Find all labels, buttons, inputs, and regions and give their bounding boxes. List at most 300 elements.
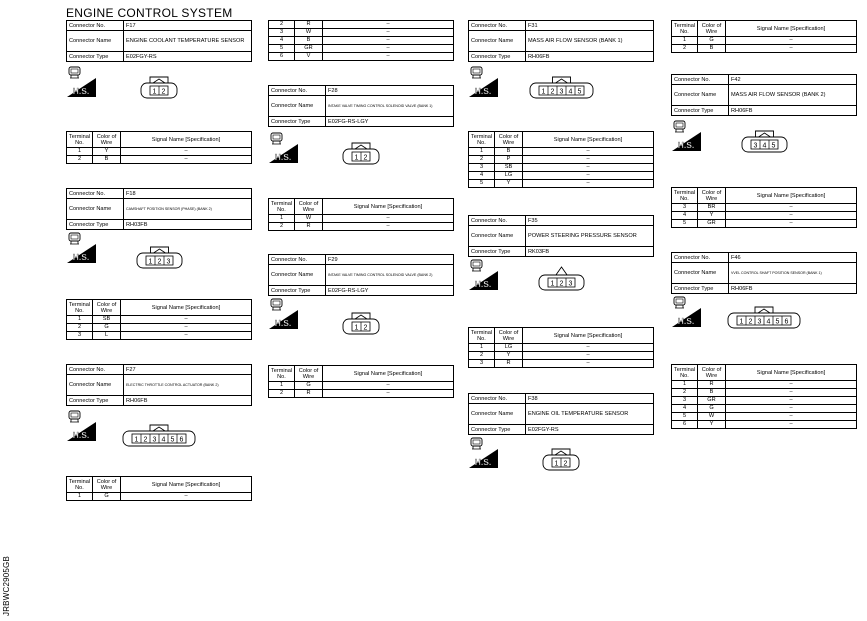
pin-number: 2 — [363, 324, 368, 332]
table-row — [269, 45, 454, 53]
connector-face-drawing — [527, 74, 596, 102]
terminal-no: 3 — [672, 397, 698, 405]
terminal-table-header — [672, 188, 857, 204]
connector-name-value: ELECTRIC THROTTLE CONTROL ACTUATOR (BANK 2) — [124, 375, 252, 396]
signal-name: – — [523, 164, 654, 172]
table-row — [269, 215, 454, 223]
terminal-no: 2 — [469, 352, 495, 360]
connector-no-value: F38 — [526, 394, 654, 404]
connector-info-table — [66, 20, 252, 62]
connector-no-label: Connector No. — [67, 189, 124, 199]
connector-side-icon — [271, 133, 282, 144]
hs-label: H.S. — [274, 318, 292, 328]
terminal-no: 2 — [269, 21, 295, 29]
terminal-no-header: Terminal No. — [672, 21, 698, 37]
hs-label: H.S. — [72, 86, 90, 96]
terminal-table-header — [67, 300, 252, 316]
connector-side-icon — [271, 299, 282, 310]
connector-type-value: RH06FB — [526, 52, 654, 62]
connector-no-label: Connector No. — [469, 21, 526, 31]
pin-number: 1 — [554, 460, 559, 468]
pin-number: 2 — [550, 88, 554, 96]
pin-number: 2 — [563, 460, 568, 468]
terminal-no: 4 — [672, 405, 698, 413]
terminal-no: 1 — [269, 382, 295, 390]
signal-name: – — [726, 381, 857, 389]
connector-face-drawing — [134, 244, 185, 272]
connector-face-drawing — [536, 266, 587, 294]
signal-name: – — [726, 212, 857, 220]
connector-no-label: Connector No. — [672, 253, 729, 263]
connector-name-label: Connector Name — [469, 226, 526, 247]
table-row — [269, 37, 454, 45]
terminal-no: 2 — [67, 156, 93, 164]
harness-side-badge — [469, 437, 499, 469]
terminal-table — [268, 20, 454, 61]
terminal-table-header — [269, 366, 454, 382]
connector-side-icon — [674, 297, 685, 308]
signal-name: – — [726, 45, 857, 53]
pin-number: 3 — [757, 318, 762, 326]
signal-name-header: Signal Name [Specification] — [726, 21, 857, 37]
signal-name: – — [523, 156, 654, 164]
connector-no-label: Connector No. — [672, 75, 729, 85]
connector-side-icon — [471, 438, 482, 449]
terminal-no: 1 — [269, 215, 295, 223]
wire-color-header: Color of Wire — [698, 21, 726, 37]
wire-color: SB — [93, 316, 121, 324]
table-row — [67, 324, 252, 332]
table-row — [67, 332, 252, 340]
connector-face-drawing — [739, 128, 790, 156]
terminal-table-header — [469, 328, 654, 344]
signal-name: – — [121, 156, 252, 164]
connector-side-icon — [69, 67, 80, 78]
terminal-no-header: Terminal No. — [672, 365, 698, 381]
signal-name-header: Signal Name [Specification] — [323, 199, 454, 215]
wire-color: B — [698, 389, 726, 397]
signal-name: – — [523, 344, 654, 352]
table-row — [469, 172, 654, 180]
hs-label: H.S. — [474, 279, 492, 289]
terminal-table — [268, 198, 454, 231]
connector-info-table — [468, 393, 654, 435]
hs-label: H.S. — [677, 140, 695, 150]
wire-color: GR — [698, 397, 726, 405]
connector-type-value: E02FG-RS-LGY — [326, 286, 454, 296]
wire-color-header: Color of Wire — [698, 365, 726, 381]
terminal-no: 1 — [67, 148, 93, 156]
wire-color: B — [698, 45, 726, 53]
signal-name: – — [323, 53, 454, 61]
pin-number: 1 — [541, 88, 545, 96]
harness-side-badge — [269, 298, 299, 330]
connector-side-icon — [69, 411, 80, 422]
wire-color: GR — [295, 45, 323, 53]
signal-name: – — [726, 421, 857, 429]
table-row — [67, 156, 252, 164]
connector-type-value: RH03FB — [124, 220, 252, 230]
connector-name-value: POWER STEERING PRESSURE SENSOR — [526, 226, 654, 247]
terminal-table — [66, 476, 252, 501]
connector-type-value: E02FGY-RS — [124, 52, 252, 62]
terminal-no: 3 — [469, 164, 495, 172]
connector-side-icon — [674, 121, 685, 132]
signal-name: – — [323, 29, 454, 37]
connector-no-value: F27 — [124, 365, 252, 375]
connector-no-value: F18 — [124, 189, 252, 199]
connector-type-label: Connector Type — [269, 117, 326, 127]
signal-name: – — [726, 220, 857, 228]
signal-name: – — [523, 180, 654, 188]
table-row — [469, 180, 654, 188]
wire-color-header: Color of Wire — [93, 132, 121, 148]
table-row — [269, 223, 454, 231]
table-row — [269, 29, 454, 37]
signal-name: – — [323, 45, 454, 53]
pin-number: 5 — [577, 88, 581, 96]
terminal-table-header — [469, 132, 654, 148]
connector-name-value: CAMSHAFT POSITION SENSOR (PHASE) (BANK 2) — [124, 199, 252, 220]
connector-name-label: Connector Name — [269, 96, 326, 117]
hs-label: H.S. — [474, 457, 492, 467]
terminal-no-header: Terminal No. — [672, 188, 698, 204]
pin-number: 5 — [775, 318, 780, 326]
terminal-table-header — [67, 132, 252, 148]
connector-no-label: Connector No. — [469, 216, 526, 226]
pin-number: 6 — [784, 318, 789, 326]
signal-name-header: Signal Name [Specification] — [726, 365, 857, 381]
connector-face-drawing — [340, 140, 382, 168]
table-row — [672, 381, 857, 389]
wire-color: BR — [698, 204, 726, 212]
terminal-no: 5 — [672, 413, 698, 421]
table-row — [672, 421, 857, 429]
connector-side-icon — [471, 260, 482, 271]
wire-color: R — [698, 381, 726, 389]
terminal-no: 2 — [67, 324, 93, 332]
connector-type-value: E02FGY-RS — [526, 425, 654, 435]
signal-name: – — [726, 397, 857, 405]
connector-type-label: Connector Type — [469, 52, 526, 62]
connector-name-label: Connector Name — [469, 31, 526, 52]
wire-color: GR — [698, 220, 726, 228]
connector-name-value: VVEL CONTROL SHAFT POSITION SENSOR (BANK 1) — [729, 263, 857, 284]
terminal-no: 1 — [67, 316, 93, 324]
connector-face-drawing — [540, 446, 582, 474]
connector-type-label: Connector Type — [672, 106, 729, 116]
connector-type-label: Connector Type — [469, 247, 526, 257]
pin-number: 2 — [559, 280, 563, 288]
wire-color: W — [295, 29, 323, 37]
pin-number: 2 — [143, 436, 148, 444]
harness-side-badge — [67, 410, 97, 442]
connector-type-value: E02FG-RS-LGY — [326, 117, 454, 127]
connector-name-label: Connector Name — [67, 31, 124, 52]
table-row — [469, 148, 654, 156]
connector-type-label: Connector Type — [672, 284, 729, 294]
signal-name: – — [323, 223, 454, 231]
harness-side-badge — [67, 66, 97, 98]
signal-name: – — [523, 360, 654, 368]
signal-name: – — [726, 413, 857, 421]
pin-number: 2 — [161, 88, 166, 96]
connector-no-value: F42 — [729, 75, 857, 85]
connector-no-value: F35 — [526, 216, 654, 226]
connector-name-value: ENGINE COOLANT TEMPERATURE SENSOR — [124, 31, 252, 52]
terminal-no-header: Terminal No. — [469, 132, 495, 148]
terminal-no: 3 — [67, 332, 93, 340]
signal-name: – — [323, 382, 454, 390]
wire-color: G — [295, 382, 323, 390]
connector-no-value: F46 — [729, 253, 857, 263]
signal-name: – — [323, 21, 454, 29]
wire-color: Y — [698, 212, 726, 220]
signal-name: – — [121, 316, 252, 324]
terminal-no: 5 — [269, 45, 295, 53]
wire-color-header: Color of Wire — [93, 300, 121, 316]
wire-color-header: Color of Wire — [295, 199, 323, 215]
table-row — [672, 389, 857, 397]
table-row — [67, 493, 252, 501]
terminal-no: 4 — [469, 172, 495, 180]
connector-no-value: F17 — [124, 21, 252, 31]
signal-name: – — [121, 148, 252, 156]
wire-color-header: Color of Wire — [698, 188, 726, 204]
signal-name-header: Signal Name [Specification] — [121, 132, 252, 148]
pin-number: 1 — [354, 324, 359, 332]
pin-number: 4 — [762, 142, 766, 150]
wire-color: R — [295, 21, 323, 29]
wire-color: R — [295, 223, 323, 231]
terminal-no-header: Terminal No. — [269, 366, 295, 382]
pin-number: 6 — [179, 436, 184, 444]
terminal-no: 3 — [269, 29, 295, 37]
wire-color: B — [295, 37, 323, 45]
signal-name: – — [726, 204, 857, 212]
connector-type-label: Connector Type — [67, 220, 124, 230]
wire-color: LG — [495, 172, 523, 180]
table-row — [269, 21, 454, 29]
pin-number: 1 — [354, 154, 359, 162]
wire-color: Y — [93, 148, 121, 156]
table-row — [67, 148, 252, 156]
hs-label: H.S. — [677, 316, 695, 326]
terminal-no: 2 — [672, 389, 698, 397]
table-row — [672, 405, 857, 413]
terminal-no: 6 — [269, 53, 295, 61]
terminal-no: 2 — [269, 390, 295, 398]
wire-color: W — [698, 413, 726, 421]
wire-color: G — [93, 324, 121, 332]
signal-name: – — [726, 37, 857, 45]
wire-color: Y — [698, 421, 726, 429]
connector-side-icon — [471, 67, 482, 78]
wire-color: R — [295, 390, 323, 398]
table-row — [672, 397, 857, 405]
connector-no-label: Connector No. — [469, 394, 526, 404]
terminal-table-header — [672, 21, 857, 37]
signal-name: – — [121, 493, 252, 501]
harness-side-badge — [469, 259, 499, 291]
connector-info-table — [671, 252, 857, 294]
signal-name: – — [323, 215, 454, 223]
table-row — [269, 382, 454, 390]
table-row — [469, 352, 654, 360]
table-row — [672, 45, 857, 53]
terminal-table — [66, 299, 252, 340]
table-row — [672, 37, 857, 45]
connector-face-drawing — [138, 74, 180, 102]
wire-color: V — [295, 53, 323, 61]
connector-name-label: Connector Name — [269, 265, 326, 286]
connector-type-label: Connector Type — [67, 396, 124, 406]
pin-number: 5 — [771, 142, 775, 150]
terminal-no: 1 — [672, 381, 698, 389]
terminal-no: 2 — [469, 156, 495, 164]
terminal-table — [671, 20, 857, 53]
pin-number: 1 — [152, 88, 157, 96]
signal-name: – — [523, 172, 654, 180]
table-row — [469, 156, 654, 164]
pin-number: 3 — [152, 436, 157, 444]
pin-number: 1 — [134, 436, 139, 444]
wire-color: G — [93, 493, 121, 501]
connector-name-label: Connector Name — [672, 85, 729, 106]
terminal-no: 4 — [269, 37, 295, 45]
terminal-table-header — [269, 199, 454, 215]
connector-name-label: Connector Name — [469, 404, 526, 425]
wire-color-header: Color of Wire — [495, 132, 523, 148]
terminal-no: 1 — [469, 148, 495, 156]
terminal-table — [468, 131, 654, 188]
connector-type-value: RH06FB — [729, 284, 857, 294]
connector-name-label: Connector Name — [67, 375, 124, 396]
terminal-no-header: Terminal No. — [269, 199, 295, 215]
wire-color: P — [495, 156, 523, 164]
pin-number: 2 — [157, 258, 161, 266]
wire-color: W — [295, 215, 323, 223]
signal-name-header: Signal Name [Specification] — [523, 328, 654, 344]
terminal-no: 3 — [469, 360, 495, 368]
pin-number: 1 — [550, 280, 554, 288]
signal-name: – — [121, 332, 252, 340]
connector-type-value: RH06FB — [729, 106, 857, 116]
wire-color: B — [93, 156, 121, 164]
signal-name-header: Signal Name [Specification] — [523, 132, 654, 148]
signal-name-header: Signal Name [Specification] — [323, 366, 454, 382]
connector-info-table — [468, 215, 654, 257]
connector-info-table — [268, 85, 454, 127]
table-row — [672, 220, 857, 228]
terminal-no: 1 — [672, 37, 698, 45]
connector-name-label: Connector Name — [67, 199, 124, 220]
connector-type-label: Connector Type — [67, 52, 124, 62]
terminal-no: 1 — [67, 493, 93, 501]
connector-name-value: INTAKE VALVE TIMING CONTROL SOLENOID VALVE (BANK 2) — [326, 265, 454, 286]
wire-color: LG — [495, 344, 523, 352]
terminal-no: 3 — [672, 204, 698, 212]
hs-label: H.S. — [72, 252, 90, 262]
wire-color: R — [495, 360, 523, 368]
terminal-table-header — [67, 477, 252, 493]
harness-side-badge — [67, 232, 97, 264]
terminal-no: 2 — [672, 45, 698, 53]
table-row — [269, 53, 454, 61]
connector-name-value: MASS AIR FLOW SENSOR (BANK 1) — [526, 31, 654, 52]
table-row — [469, 344, 654, 352]
wire-color: L — [93, 332, 121, 340]
terminal-no: 1 — [469, 344, 495, 352]
connector-no-label: Connector No. — [269, 255, 326, 265]
wire-color-header: Color of Wire — [93, 477, 121, 493]
terminal-no: 5 — [672, 220, 698, 228]
reference-code: JRBWC2905GB — [2, 556, 11, 616]
connector-no-label: Connector No. — [67, 365, 124, 375]
wire-color: G — [698, 37, 726, 45]
signal-name: – — [323, 390, 454, 398]
connector-info-table — [468, 20, 654, 62]
terminal-no: 4 — [672, 212, 698, 220]
connector-info-table — [268, 254, 454, 296]
connector-type-label: Connector Type — [469, 425, 526, 435]
pin-number: 3 — [568, 280, 572, 288]
terminal-table — [671, 364, 857, 429]
pin-number: 2 — [363, 154, 368, 162]
pin-number: 5 — [170, 436, 175, 444]
wire-color: SB — [495, 164, 523, 172]
hs-label: H.S. — [72, 430, 90, 440]
terminal-no: 2 — [269, 223, 295, 231]
terminal-no-header: Terminal No. — [67, 477, 93, 493]
connector-no-value: F31 — [526, 21, 654, 31]
terminal-table — [66, 131, 252, 164]
hs-label: H.S. — [474, 86, 492, 96]
connector-face-drawing — [725, 304, 803, 332]
wire-color-header: Color of Wire — [295, 366, 323, 382]
connector-no-value: F28 — [326, 86, 454, 96]
connector-name-value: INTAKE VALVE TIMING CONTROL SOLENOID VALVE (BANK 1) — [326, 96, 454, 117]
signal-name: – — [323, 37, 454, 45]
terminal-no: 5 — [469, 180, 495, 188]
pin-number: 4 — [161, 436, 166, 444]
harness-side-badge — [672, 120, 702, 152]
signal-name-header: Signal Name [Specification] — [726, 188, 857, 204]
wire-color: Y — [495, 352, 523, 360]
connector-info-table — [671, 74, 857, 116]
table-row — [469, 164, 654, 172]
table-row — [672, 204, 857, 212]
connector-face-drawing — [340, 310, 382, 338]
pin-number: 4 — [766, 318, 771, 326]
terminal-table — [468, 327, 654, 368]
table-row — [469, 360, 654, 368]
connector-name-label: Connector Name — [672, 263, 729, 284]
wire-color-header: Color of Wire — [495, 328, 523, 344]
pin-number: 3 — [753, 142, 757, 150]
hs-label: H.S. — [274, 152, 292, 162]
connector-info-table — [66, 188, 252, 230]
page-title: ENGINE CONTROL SYSTEM — [66, 6, 233, 20]
connector-no-value: F29 — [326, 255, 454, 265]
table-row — [672, 413, 857, 421]
pin-number: 3 — [559, 88, 563, 96]
harness-side-badge — [269, 132, 299, 164]
signal-name: – — [523, 352, 654, 360]
wire-color: Y — [495, 180, 523, 188]
terminal-no-header: Terminal No. — [67, 300, 93, 316]
connector-info-table — [66, 364, 252, 406]
